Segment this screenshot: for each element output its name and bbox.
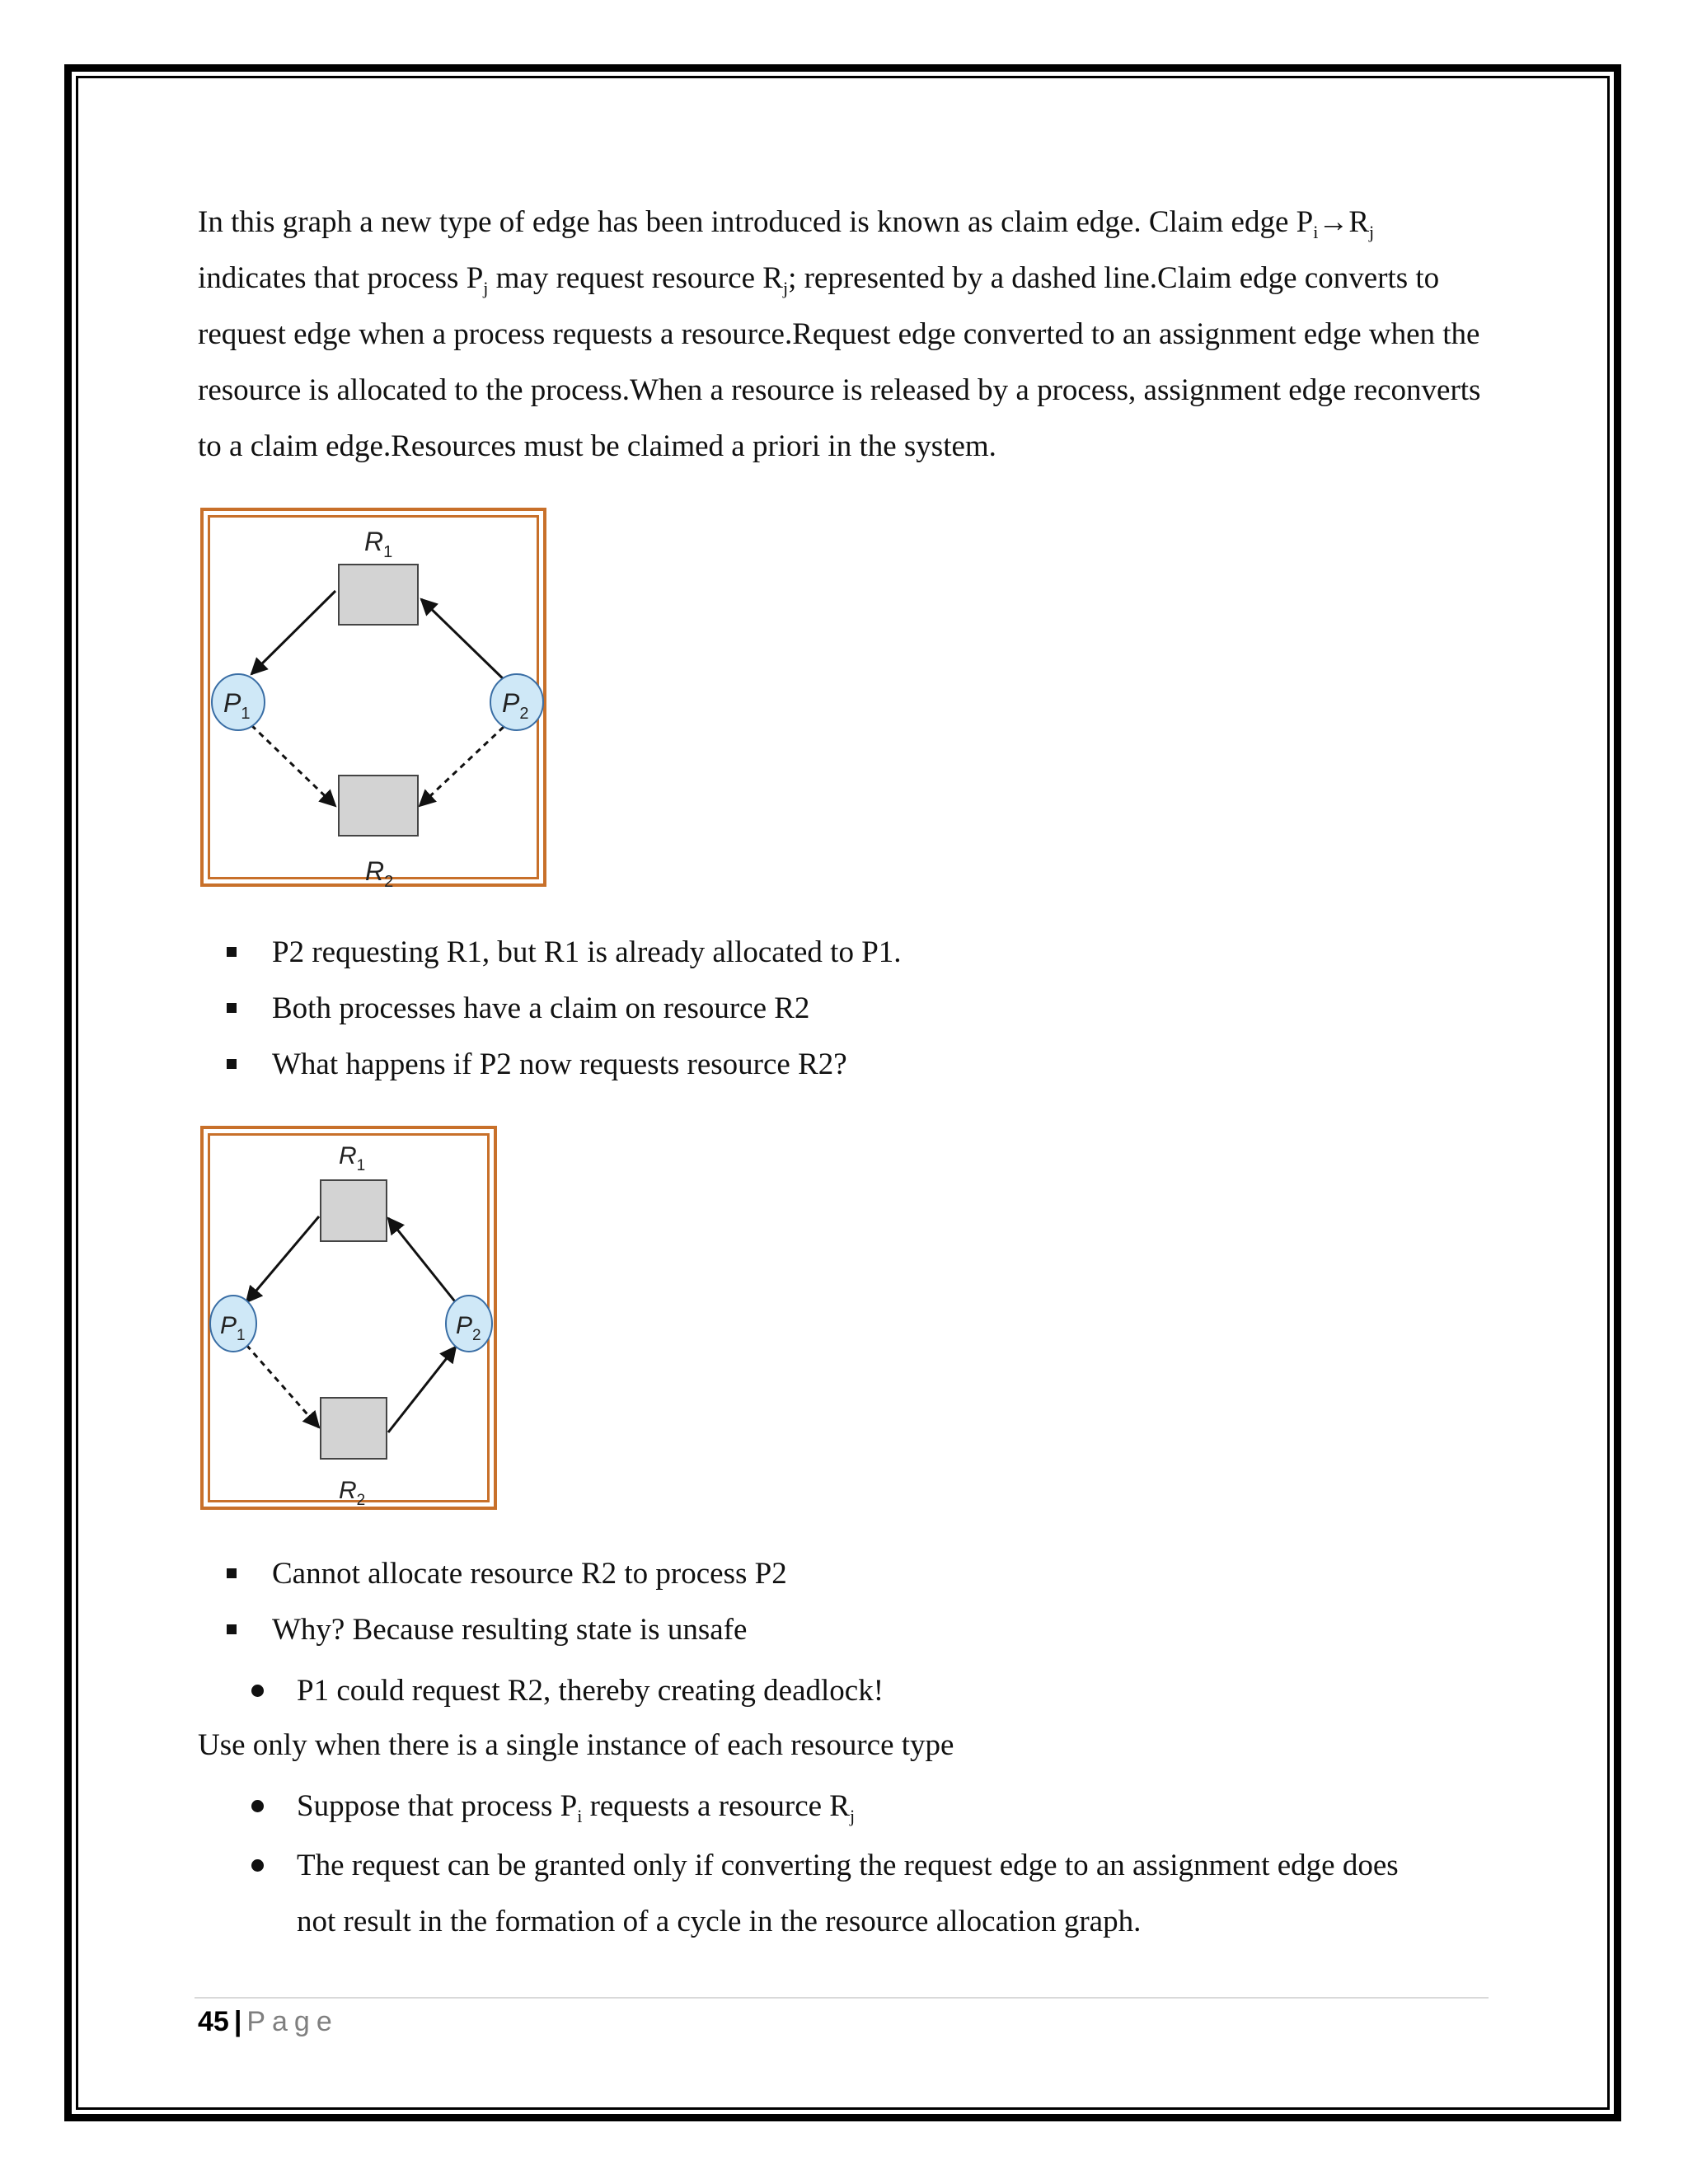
figure-claim-graph-2 [200,1126,497,1510]
square-bullet-icon [227,1003,237,1013]
list-item: Why? Because resulting state is unsafe [272,1602,787,1658]
para-text-4: ; represented by a dashed line.Claim edge converts to request edge when a process requests a resource.Request edge converted to an assignment edge when the resource is allocated to the process.When a resource is released by a process, assignment edge reconverts to a claim edge.Resources must be claimed a priori in the system. [198,261,1481,463]
dot-list-3 [297,1838,1399,1950]
square-bullet-icon [227,1568,237,1578]
list-item: Suppose that process $P_i$ requests a resource $R_j$ [297,1779,855,1835]
para-text-1: In this graph a new type of edge has been introduced is known as claim edge. Claim edge P [198,205,1314,239]
square-bullet-icon [227,947,237,957]
resource-r2 [339,776,418,836]
resource-r1 [321,1180,387,1241]
dot-list-1 [297,1663,884,1719]
intro-paragraph [198,194,1484,475]
resource-r2 [321,1398,387,1459]
list-item: P1 could request R2, thereby creating deadlock! [297,1663,884,1719]
label-r2: $R_2$ [339,1477,366,1509]
page-footer [198,2001,339,2042]
label-p2: $P_2$ [456,1312,481,1344]
claim-edge-p1-r2 [246,1345,319,1427]
label-r1: $R_1$ [339,1142,366,1174]
para-sub-j: j [1369,222,1375,242]
para-sub-j2: j [483,278,489,298]
claim-edge-p2-r2 [420,727,504,806]
list-item: The request can be granted only if converting the request edge to an assignment edge does [297,1838,1399,1894]
figure2-diagram [204,1129,500,1513]
edge-r1-to-p1 [251,591,335,674]
edge-r1-to-p1 [246,1216,319,1302]
square-bullet-icon [227,1624,237,1634]
list-item: Cannot allocate resource R2 to process P2 [272,1546,787,1602]
page-word: Page [246,2006,339,2037]
bullet-list-2 [272,1546,787,1658]
label-p2: $P_2$ [502,688,529,723]
list-item: P2 requesting R1, but R1 is already allocated to P1. [272,925,902,981]
footer-rule [195,1997,1489,1999]
list-item: Both processes have a claim on resource R2 [272,981,902,1037]
edge-r2-to-p2 [388,1347,456,1432]
list-item: not result in the formation of a cycle in the resource allocation graph. [297,1905,1142,1938]
plain-line: Use only when there is a single instance of each resource type [198,1728,954,1762]
footer-separator: | [233,2006,242,2037]
para-arrow: →R [1318,205,1370,239]
figure1-diagram [204,511,550,890]
label-r1: $R_1$ [364,527,393,561]
round-bullet-icon [251,1800,264,1812]
para-text-2: indicates that process P [198,261,484,295]
label-r2: $R_2$ [365,856,394,890]
figure-claim-graph-1 [200,508,546,890]
para-sub-i: i [1313,222,1319,242]
bullet-list-1 [272,925,902,1093]
round-bullet-icon [251,1859,264,1872]
label-p1: $P_1$ [223,688,251,723]
edge-p2-to-r1 [388,1218,461,1309]
round-bullet-icon [251,1685,264,1697]
para-text-3: may request resource R [488,261,783,295]
claim-edge-p1-r2 [251,725,335,806]
square-bullet-icon [227,1059,237,1069]
label-p1: $P_1$ [220,1312,246,1344]
edge-p2-to-r1 [421,599,509,684]
list-item: What happens if P2 now requests resource R2? [272,1037,902,1093]
para-sub-j3: j [782,278,789,298]
page-number: 45 [198,2006,229,2037]
resource-r1 [339,565,418,625]
dot-list-2 [297,1779,855,1835]
